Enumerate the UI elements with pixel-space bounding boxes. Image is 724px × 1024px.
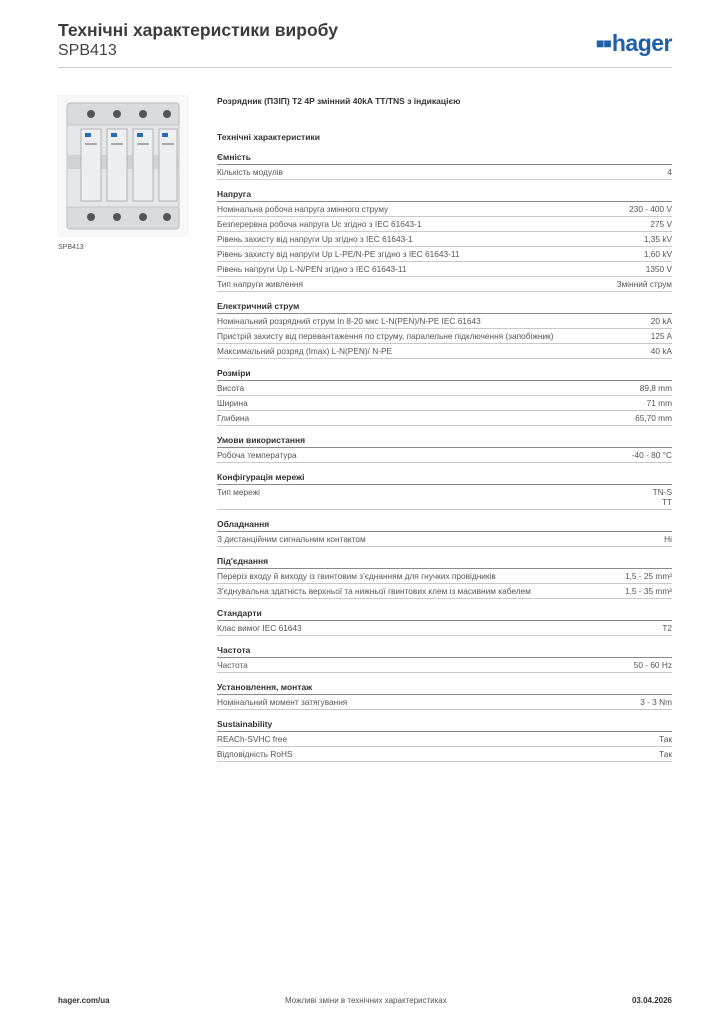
spec-value-line: 50 - 60 Hz bbox=[633, 660, 672, 670]
section-title: Ємність bbox=[217, 152, 672, 165]
spec-label: З'єднувальна здатність верхньої та нижньої гвинтових клем із масивним кабелем bbox=[217, 586, 531, 596]
spec-value-line: TT bbox=[661, 497, 672, 507]
spec-sections bbox=[217, 152, 672, 762]
spec-section bbox=[217, 368, 672, 426]
spec-value-line: 1,5 - 35 mm² bbox=[624, 586, 672, 596]
spec-value bbox=[635, 413, 672, 423]
spec-value bbox=[632, 450, 672, 460]
spec-value-line: TN-S bbox=[652, 487, 672, 497]
spec-label: Пристрій захисту від перевантаження по струму, паралельне підключення (запобіжник) bbox=[217, 331, 554, 341]
spec-label: Тип напруги живлення bbox=[217, 279, 303, 289]
spec-value-line: 3 - 3 Nm bbox=[640, 697, 672, 707]
spec-label: Рівень захисту від напруги Up L-PE/N-PE згідно з IEC 61643-11 bbox=[217, 249, 460, 259]
spec-row bbox=[217, 396, 672, 411]
spec-value bbox=[640, 383, 672, 393]
spec-row bbox=[217, 485, 672, 510]
spec-label: Кількість модулів bbox=[217, 167, 283, 177]
spec-label: З дистанційним сигнальним контактом bbox=[217, 534, 366, 544]
image-caption: SPB413 bbox=[58, 244, 84, 251]
spec-section bbox=[217, 519, 672, 547]
spec-value bbox=[651, 331, 672, 341]
spec-value-line: Змінний струм bbox=[616, 279, 672, 289]
spec-value bbox=[646, 264, 672, 274]
spec-row bbox=[217, 232, 672, 247]
section-title: Стандарти bbox=[217, 608, 672, 621]
spec-value bbox=[653, 487, 672, 507]
spec-value bbox=[667, 167, 672, 177]
section-title: Умови використання bbox=[217, 435, 672, 448]
spec-value bbox=[644, 249, 672, 259]
spec-section bbox=[217, 645, 672, 673]
section-title: Конфігурація мережі bbox=[217, 472, 672, 485]
spec-value bbox=[634, 660, 672, 670]
spec-value bbox=[625, 571, 672, 581]
spec-value-line: 1,60 kV bbox=[643, 249, 672, 259]
section-title: Під'єднання bbox=[217, 556, 672, 569]
spec-content bbox=[217, 96, 672, 771]
spec-label: Номінальна робоча напруга змінного струму bbox=[217, 204, 389, 214]
footer-note: Можливі зміни в технічних характеристиках bbox=[285, 996, 447, 1005]
page-title: Технічні характеристики виробу bbox=[58, 20, 338, 40]
spec-label: Робоча температура bbox=[217, 450, 297, 460]
spec-row bbox=[217, 411, 672, 426]
spec-label: Номінальний момент затягування bbox=[217, 697, 348, 707]
spec-value bbox=[664, 534, 672, 544]
spec-row bbox=[217, 344, 672, 359]
spec-row bbox=[217, 314, 672, 329]
spec-section bbox=[217, 682, 672, 710]
spec-value-line: 20 kA bbox=[650, 316, 672, 326]
spec-section bbox=[217, 152, 672, 180]
spec-value-line: 1350 V bbox=[645, 264, 672, 274]
spec-label: Номінальний розрядний струм In 8-20 мкс L-N(PEN)/N-PE IEC 61643 bbox=[217, 316, 481, 326]
header-divider bbox=[58, 67, 672, 68]
spec-section bbox=[217, 556, 672, 599]
spec-row bbox=[217, 329, 672, 344]
section-title: Розміри bbox=[217, 368, 672, 381]
spec-value bbox=[659, 749, 672, 759]
spec-row bbox=[217, 695, 672, 710]
section-title: Sustainability bbox=[217, 719, 672, 732]
spec-value-line: 40 kA bbox=[650, 346, 672, 356]
spec-value bbox=[625, 586, 672, 596]
spec-value-line: 65,70 mm bbox=[635, 413, 672, 423]
spec-label: Максимальний розряд (Imax) L-N(PEN)/ N-PE bbox=[217, 346, 393, 356]
surge-arrester-illustration bbox=[57, 95, 189, 237]
spec-row bbox=[217, 747, 672, 762]
spec-value-line: -40 - 80 °C bbox=[631, 450, 672, 460]
section-title: Електричний струм bbox=[217, 301, 672, 314]
spec-row bbox=[217, 262, 672, 277]
spec-row bbox=[217, 732, 672, 747]
spec-label: Рівень захисту від напруги Up згідно з IEC 61643-1 bbox=[217, 234, 413, 244]
product-image bbox=[57, 95, 189, 237]
spec-label: Безперервна робоча напруга Uc згідно з IEC 61643-1 bbox=[217, 219, 422, 229]
spec-value-line: 1,35 kV bbox=[643, 234, 672, 244]
spec-row bbox=[217, 658, 672, 673]
spec-value-line: 125 A bbox=[650, 331, 672, 341]
spec-label: Тип мережі bbox=[217, 487, 260, 497]
spec-row bbox=[217, 217, 672, 232]
footer-website-link[interactable]: hager.com/ua bbox=[58, 996, 110, 1005]
section-title: Напруга bbox=[217, 189, 672, 202]
spec-label: REACh-SVHC free bbox=[217, 734, 288, 744]
spec-value bbox=[647, 398, 672, 408]
spec-value-line: 89,8 mm bbox=[639, 383, 672, 393]
spec-value-line: 230 - 400 V bbox=[629, 204, 672, 214]
hager-logo[interactable] bbox=[596, 30, 672, 57]
spec-section bbox=[217, 472, 672, 510]
spec-section bbox=[217, 435, 672, 463]
spec-row bbox=[217, 621, 672, 636]
spec-label: Клас вимог IEC 61643 bbox=[217, 623, 302, 633]
spec-section bbox=[217, 189, 672, 292]
document-header bbox=[58, 20, 672, 61]
logo-text: hager bbox=[611, 30, 672, 56]
spec-value bbox=[659, 734, 672, 744]
product-code: SPB413 bbox=[58, 42, 117, 59]
spec-row bbox=[217, 448, 672, 463]
spec-value-line: Ні bbox=[664, 534, 672, 544]
spec-row bbox=[217, 381, 672, 396]
section-title: Установлення, монтаж bbox=[217, 682, 672, 695]
spec-row bbox=[217, 247, 672, 262]
tech-specs-heading: Технічні характеристики bbox=[217, 132, 320, 142]
spec-label: Висота bbox=[217, 383, 245, 393]
spec-value bbox=[651, 316, 672, 326]
spec-value bbox=[629, 204, 672, 214]
spec-label: Переріз входу й виходу із гвинтовим з'єднанням для гнучких провідників bbox=[217, 571, 496, 581]
spec-label: Ширина bbox=[217, 398, 248, 408]
spec-label: Глибина bbox=[217, 413, 250, 423]
spec-section bbox=[217, 301, 672, 359]
section-title: Обладнання bbox=[217, 519, 672, 532]
spec-value-line: 4 bbox=[667, 167, 672, 177]
spec-label: Відповідність RoHS bbox=[217, 749, 293, 759]
spec-value bbox=[644, 234, 672, 244]
spec-row bbox=[217, 165, 672, 180]
product-title: Розрядник (ПЗІП) Т2 4P змінний 40kA TT/TNS з індикацією bbox=[217, 96, 461, 106]
spec-value-line: 1,5 - 25 mm² bbox=[624, 571, 672, 581]
spec-value-line: Так bbox=[659, 734, 672, 744]
spec-value bbox=[650, 219, 672, 229]
spec-row bbox=[217, 569, 672, 584]
logo-squares-icon: ■■ bbox=[595, 35, 611, 51]
spec-row bbox=[217, 584, 672, 599]
spec-value bbox=[640, 697, 672, 707]
spec-value-line: 275 V bbox=[650, 219, 672, 229]
spec-row bbox=[217, 532, 672, 547]
spec-row bbox=[217, 277, 672, 292]
section-title: Частота bbox=[217, 645, 672, 658]
spec-value-line: T2 bbox=[662, 623, 672, 633]
spec-label: Частота bbox=[217, 660, 248, 670]
spec-value bbox=[616, 279, 672, 289]
spec-section bbox=[217, 719, 672, 762]
spec-value-line: Так bbox=[659, 749, 672, 759]
spec-label: Рівень напруги Up L-N/PEN згідно з IEC 61643-11 bbox=[217, 264, 407, 274]
spec-section bbox=[217, 608, 672, 636]
footer-date: 03.04.2026 bbox=[631, 996, 672, 1005]
spec-row bbox=[217, 202, 672, 217]
spec-value-line: 71 mm bbox=[646, 398, 672, 408]
spec-value bbox=[651, 346, 672, 356]
spec-value bbox=[662, 623, 672, 633]
